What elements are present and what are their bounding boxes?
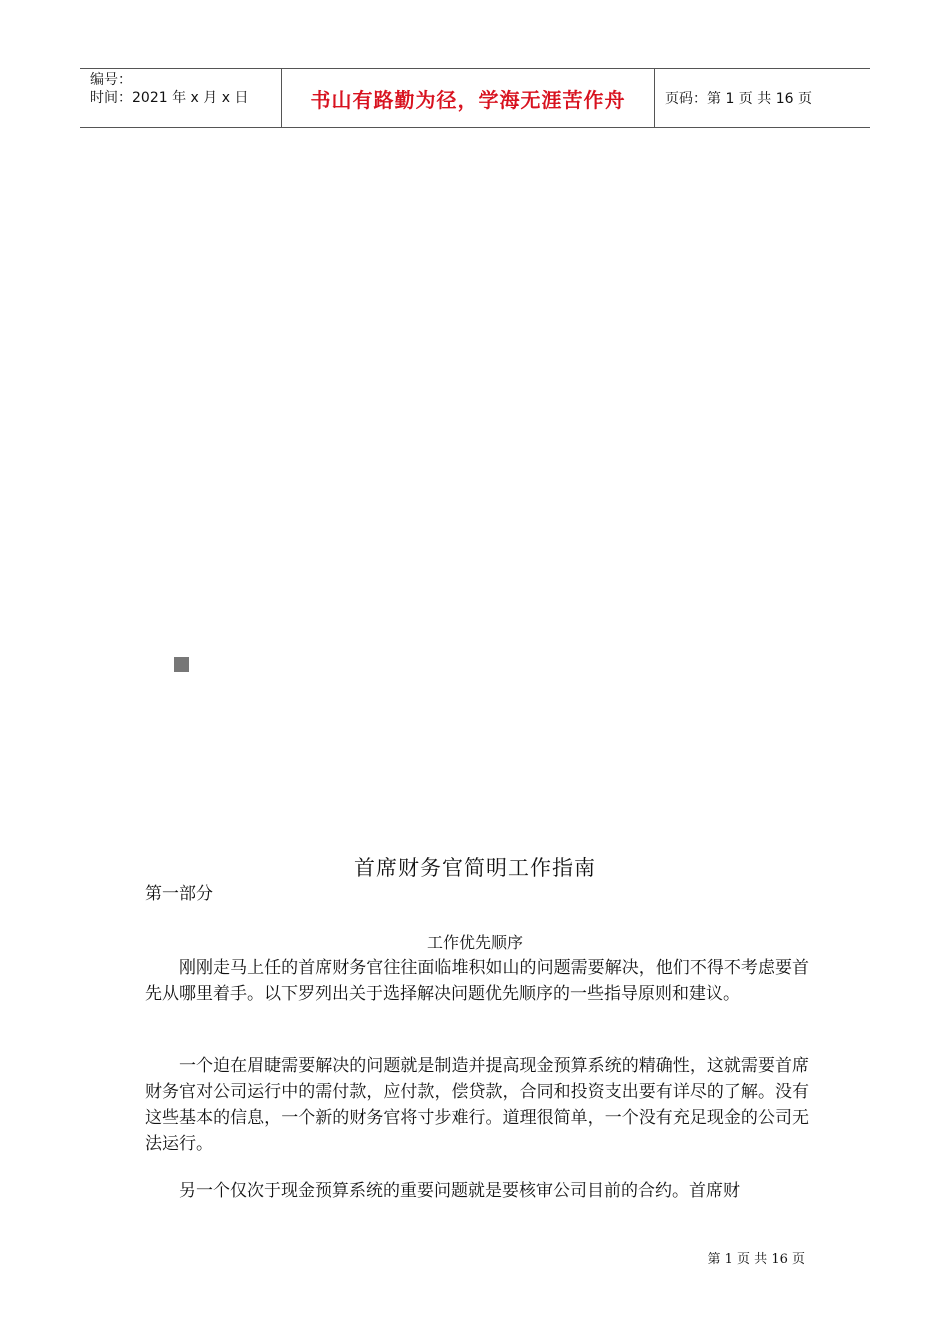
page-header [80, 68, 870, 128]
page-footer: 第 1 页 共 16 页 [707, 1252, 805, 1267]
body-paragraph: 一个迫在眉睫需要解决的问题就是制造并提高现金预算系统的精确性，这就需要首席财务官对公司运行中的需付款，应付款，偿贷款，合同和投资支出要有详尽的了解。没有这些基本的信息，一个新的财务官将寸步难行。道理很简单，一个没有充足现金的公司无法运行。 [145, 1056, 809, 1154]
page-number-label: 页码：第 1 页 共 16 页 [665, 91, 812, 107]
motto-text: 书山有路勤为径，学海无涯苦作舟 [310, 87, 626, 112]
header-motto-cell [282, 69, 655, 127]
part-heading: 第一部分 [145, 884, 213, 904]
header-info-cell [80, 69, 282, 127]
body-paragraph: 刚刚走马上任的首席财务官往往面临堆积如山的问题需要解决，他们不得不考虑要首先从哪里着手。以下罗列出关于选择解决问题优先顺序的一些指导原则和建议。 [145, 958, 809, 1004]
document-title: 首席财务官简明工作指南 [354, 856, 596, 880]
section-title: 工作优先顺序 [426, 933, 523, 952]
square-bullet-icon [174, 657, 189, 672]
header-page-cell [655, 69, 870, 127]
serial-number-label: 编号： [90, 72, 132, 88]
time-label: 时间：2021 年 x 月 x 日 [90, 90, 249, 106]
body-paragraph: 另一个仅次于现金预算系统的重要问题就是要核审公司目前的合约。首席财 [179, 1181, 740, 1201]
